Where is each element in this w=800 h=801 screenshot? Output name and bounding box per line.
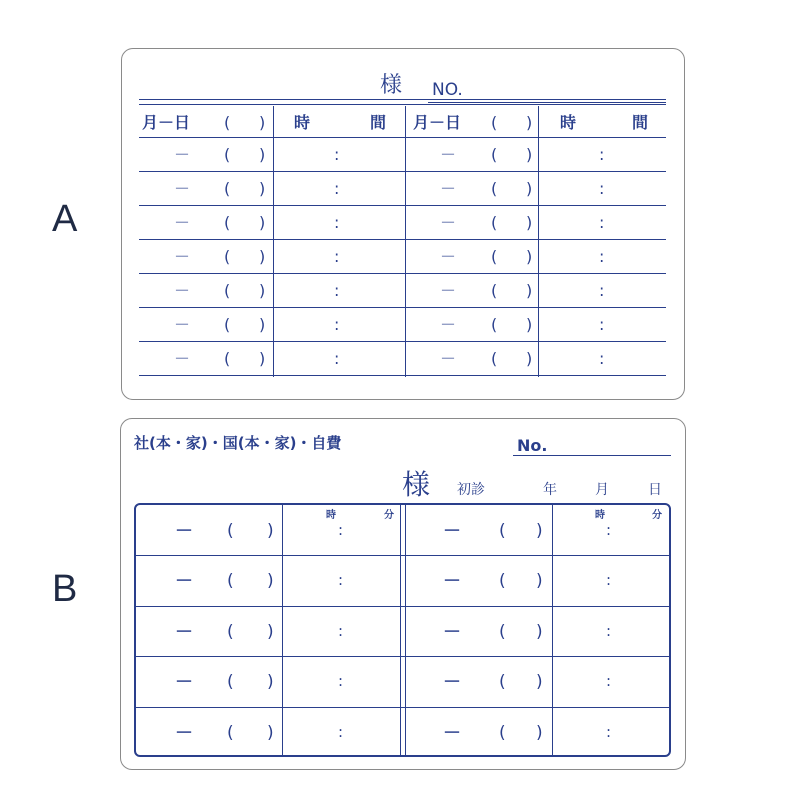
- date-dash: －: [174, 247, 191, 266]
- date-dash: －: [440, 247, 457, 266]
- month-label: 月: [595, 482, 609, 498]
- time-colon: :: [338, 672, 344, 690]
- time-colon: :: [338, 622, 344, 640]
- paren-open: (: [227, 672, 234, 692]
- card-b-label: B: [52, 568, 78, 610]
- appointment-card-b: [120, 418, 686, 770]
- row-rule: [139, 239, 666, 240]
- date-dash: －: [443, 622, 461, 643]
- paren-close: ): [536, 723, 543, 743]
- header-span-left: 間: [370, 113, 387, 132]
- time-colon: :: [334, 247, 340, 266]
- date-dash: －: [440, 315, 457, 334]
- paren-close: ): [536, 622, 543, 642]
- header-close-left: ): [259, 113, 266, 132]
- divider-left-time: [273, 106, 274, 377]
- paren-close: ): [259, 179, 266, 198]
- paren-close: ): [267, 571, 274, 591]
- row-rule-bottom: [139, 375, 666, 376]
- time-colon: :: [334, 281, 340, 300]
- minute-label-right: 分: [652, 510, 662, 521]
- row-rule: [139, 137, 666, 138]
- number-label: NO.: [432, 80, 463, 100]
- time-colon: :: [606, 622, 612, 640]
- paren-close: ): [267, 622, 274, 642]
- divider-center-1: [400, 505, 401, 755]
- row-rule: [136, 555, 669, 556]
- paren-open: (: [491, 315, 498, 334]
- paren-open: (: [491, 247, 498, 266]
- row-rule: [139, 171, 666, 172]
- header-open-right: (: [491, 113, 498, 132]
- header-date-right: 月－日: [413, 113, 462, 132]
- header-hour-left: 時: [294, 113, 311, 132]
- divider-left-time: [282, 505, 283, 755]
- row-rule: [139, 341, 666, 342]
- header-close-right: ): [526, 113, 533, 132]
- time-colon: :: [338, 521, 344, 539]
- time-colon: :: [599, 281, 605, 300]
- appointment-grid: [134, 503, 671, 757]
- date-dash: －: [443, 521, 461, 542]
- paren-close: ): [267, 521, 274, 541]
- paren-open: (: [227, 571, 234, 591]
- paren-open: (: [499, 672, 506, 692]
- paren-open: (: [491, 349, 498, 368]
- date-dash: －: [175, 622, 193, 643]
- insurance-type: 社(本・家)・国(本・家)・自費: [134, 434, 342, 452]
- paren-close: ): [526, 213, 533, 232]
- number-label: No.: [517, 436, 548, 455]
- paren-close: ): [259, 349, 266, 368]
- number-underline: [428, 102, 666, 103]
- row-rule: [136, 606, 669, 607]
- date-dash: －: [443, 571, 461, 592]
- row-rule: [139, 273, 666, 274]
- paren-open: (: [224, 247, 231, 266]
- date-dash: －: [175, 521, 193, 542]
- header-span-right: 間: [632, 113, 649, 132]
- row-rule: [136, 707, 669, 708]
- paren-close: ): [526, 281, 533, 300]
- time-colon: :: [599, 247, 605, 266]
- time-colon: :: [334, 179, 340, 198]
- hour-label-left: 時: [326, 510, 336, 521]
- time-colon: :: [606, 723, 612, 741]
- date-dash: －: [174, 281, 191, 300]
- row-rule: [136, 656, 669, 657]
- time-colon: :: [606, 521, 612, 539]
- paren-close: ): [526, 349, 533, 368]
- paren-close: ): [526, 315, 533, 334]
- paren-open: (: [499, 622, 506, 642]
- header-hour-right: 時: [560, 113, 577, 132]
- date-dash: －: [440, 179, 457, 198]
- paren-open: (: [224, 213, 231, 232]
- date-dash: －: [175, 571, 193, 592]
- paren-close: ): [259, 145, 266, 164]
- time-colon: :: [599, 315, 605, 334]
- divider-center-2: [405, 505, 406, 755]
- time-colon: :: [599, 213, 605, 232]
- paren-close: ): [267, 723, 274, 743]
- paren-open: (: [224, 179, 231, 198]
- divider-center: [405, 106, 406, 377]
- paren-close: ): [259, 247, 266, 266]
- paren-open: (: [491, 281, 498, 300]
- date-dash: －: [440, 145, 457, 164]
- time-colon: :: [338, 571, 344, 589]
- paren-open: (: [227, 521, 234, 541]
- paren-open: (: [224, 145, 231, 164]
- paren-open: (: [224, 315, 231, 334]
- date-dash: －: [440, 281, 457, 300]
- paren-open: (: [499, 571, 506, 591]
- time-colon: :: [334, 349, 340, 368]
- paren-open: (: [227, 723, 234, 743]
- number-underline: [513, 455, 671, 456]
- paren-open: (: [491, 213, 498, 232]
- header-date-left: 月－日: [142, 113, 191, 132]
- paren-close: ): [536, 571, 543, 591]
- time-colon: :: [338, 723, 344, 741]
- date-dash: －: [440, 349, 457, 368]
- paren-close: ): [526, 145, 533, 164]
- header-open-left: (: [224, 113, 231, 132]
- paren-open: (: [224, 281, 231, 300]
- sama-label: 様: [402, 468, 431, 501]
- paren-open: (: [499, 521, 506, 541]
- header-top-rule-1: [139, 99, 666, 100]
- date-dash: －: [174, 315, 191, 334]
- time-colon: :: [334, 315, 340, 334]
- time-colon: :: [599, 179, 605, 198]
- paren-close: ): [526, 179, 533, 198]
- paren-close: ): [259, 315, 266, 334]
- minute-label-left: 分: [384, 510, 394, 521]
- row-rule: [139, 205, 666, 206]
- date-dash: －: [440, 213, 457, 232]
- time-colon: :: [334, 145, 340, 164]
- date-dash: －: [174, 179, 191, 198]
- header-top-rule-2: [139, 104, 666, 105]
- date-dash: －: [174, 145, 191, 164]
- time-colon: :: [606, 672, 612, 690]
- paren-open: (: [499, 723, 506, 743]
- hour-label-right: 時: [595, 510, 605, 521]
- date-dash: －: [174, 349, 191, 368]
- paren-open: (: [491, 145, 498, 164]
- time-colon: :: [599, 349, 605, 368]
- day-label: 日: [648, 482, 662, 498]
- date-dash: －: [175, 672, 193, 693]
- sama-label: 様: [380, 73, 403, 98]
- divider-right-time: [552, 505, 553, 755]
- appointment-card-a: [121, 48, 685, 400]
- paren-close: ): [536, 521, 543, 541]
- time-colon: :: [606, 571, 612, 589]
- time-colon: :: [334, 213, 340, 232]
- paren-close: ): [267, 672, 274, 692]
- date-dash: －: [174, 213, 191, 232]
- first-visit-label: 初診: [457, 482, 485, 498]
- paren-close: ): [259, 213, 266, 232]
- date-dash: －: [175, 723, 193, 744]
- paren-open: (: [227, 622, 234, 642]
- year-label: 年: [543, 482, 557, 498]
- date-dash: －: [443, 672, 461, 693]
- paren-open: (: [224, 349, 231, 368]
- paren-close: ): [536, 672, 543, 692]
- paren-close: ): [526, 247, 533, 266]
- divider-right-time: [538, 106, 539, 377]
- row-rule: [139, 307, 666, 308]
- paren-close: ): [259, 281, 266, 300]
- paren-open: (: [491, 179, 498, 198]
- card-a-label: A: [52, 198, 78, 240]
- date-dash: －: [443, 723, 461, 744]
- time-colon: :: [599, 145, 605, 164]
